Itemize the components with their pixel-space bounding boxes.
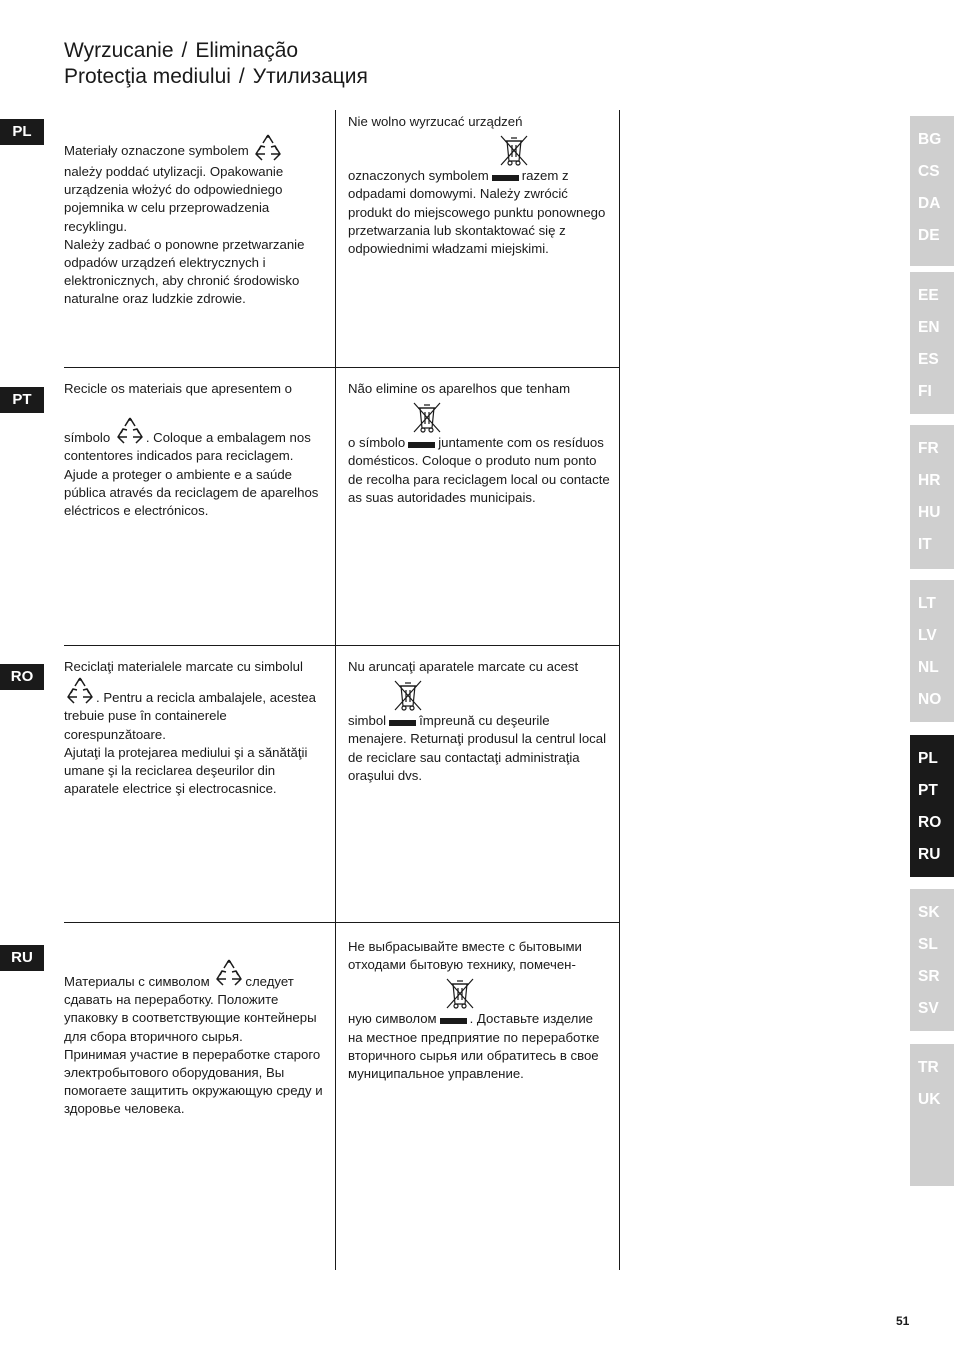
pt-packaging-body: . Coloque a embalagem nos contentores indicados para reciclagem. Ajude a proteger o ambiente e a saúde pública através da reciclagem de aparelhos eléctricos e electrónicos. [64,430,319,519]
pl-packaging-text [64,133,326,309]
sidebar-lang-lv[interactable]: LV [918,627,937,644]
recycle-icon [252,133,284,163]
ru-disposal-body: . Доставьте изделие на местное предприятие по переработке вторичного сырья или обратитесь в свое муниципальное управление. [348,1011,600,1082]
ru-disposal-intro: Не выбрасывайте вместе с бытовыми отходами бытовую технику, помечен- [348,939,582,973]
crossed-out-bin-icon [411,400,443,434]
column-divider-right [619,110,620,1270]
lang-tab-ro: RO [0,664,44,690]
title-separator: / [238,65,245,88]
weee-symbol-row [348,398,610,434]
pl-weee-note: Należy zadbać o ponowne przetwarzanie odpadów urządzeń elektrycznych i elektronicznych, aby chronić środowisko naturalne oraz ludzkie zdrowie. [64,236,305,307]
language-group-4 [910,580,954,722]
sidebar-lang-hu[interactable]: HU [918,504,941,521]
ru-disposal-text [348,938,610,1083]
sidebar-lang-ee[interactable]: EE [918,287,939,304]
pl-disposal-text [348,113,610,258]
pl-packaging-intro: Materiały oznaczone symbolem [64,143,249,158]
weee-bar-icon [408,442,435,448]
page-number: 51 [896,1314,910,1328]
sidebar-lang-hr[interactable]: HR [918,472,941,489]
lang-tab-pt: PT [0,387,44,413]
lang-tab-ru: RU [0,945,44,971]
sidebar-lang-ro[interactable]: RO [918,814,942,831]
sidebar-lang-tr[interactable]: TR [918,1059,939,1076]
ro-packaging-body: . Pentru a recicla ambalajele, acestea trebuie puse în containerele corespunzătoare. [64,690,316,742]
weee-bar-icon [440,1018,467,1024]
sidebar-lang-nl[interactable]: NL [918,659,939,676]
pl-disposal-body: razem z odpadami domowymi. Należy zwrócić produkt do miejscowego punktu ponownego przetwarzania lub skontaktować się z odpowiednimi władzami miejskimi. [348,168,606,257]
pt-disposal-intro: Não elimine os aparelhos que tenham [348,381,571,396]
sidebar-lang-fr[interactable]: FR [918,440,939,457]
title-utilizatsiya: Утилизация [252,65,368,88]
ro-disposal-intro: Nu aruncaţi aparatele marcate cu acest [348,659,579,674]
ru-packaging-intro: Материалы с символом [64,974,210,989]
weee-symbol-row [348,676,610,712]
sidebar-lang-lt[interactable]: LT [918,595,936,612]
language-group-7 [910,1044,954,1186]
row-divider-1 [64,367,620,368]
title-protectia-mediului: Protecţia mediului [64,65,231,88]
sidebar-lang-es[interactable]: ES [918,351,939,368]
recycle-icon [114,416,146,446]
weee-bar-icon [389,720,416,726]
language-group-1 [910,116,954,266]
pl-disposal-intro: Nie wolno wyrzucać urządzeń [348,114,523,129]
ru-symbol-prefix: ную символом [348,1011,437,1027]
language-group-active [910,735,954,877]
weee-symbol-row [348,974,610,1010]
language-group-3 [910,425,954,569]
sidebar-lang-fi[interactable]: FI [918,383,932,400]
row-divider-3 [64,922,620,923]
pl-symbol-prefix: oznaczonych symbolem [348,168,489,184]
pt-symbol-word: símbolo [64,430,111,446]
sidebar-lang-en[interactable]: EN [918,319,940,336]
ro-disposal-body: împreună cu deşeurile menajere. Returnaţi produsul la centrul local de reciclare sau contactaţi administraţia oraşului dvs. [348,713,607,783]
pt-symbol-prefix: o símbolo [348,435,406,451]
weee-bar-icon [492,175,519,181]
pt-packaging-intro: Recicle os materiais que apresentem o [64,381,292,396]
pt-packaging-text [64,380,326,520]
recycle-icon [213,958,245,988]
sidebar-lang-cs[interactable]: CS [918,163,940,180]
sidebar-lang-pl[interactable]: PL [918,750,938,767]
sidebar-lang-sk[interactable]: SK [918,904,940,921]
sidebar-lang-sl[interactable]: SL [918,936,938,953]
column-divider-middle [335,110,336,1270]
sidebar-lang-sr[interactable]: SR [918,968,940,985]
pl-packaging-body: należy poddać utylizacji. Opakowanie urządzenia włożyć do odpowiedniego pojemnika w celu przeprowadzenia recyklingu. [64,164,284,234]
sidebar-lang-ru[interactable]: RU [918,846,941,863]
ru-weee-note: Принимая участие в переработке старого электробытового оборудования, Вы помогаете защитить окружающую среду и здоровье человека. [64,1046,323,1117]
crossed-out-bin-icon [444,976,476,1010]
lang-tab-pl: PL [0,119,44,145]
ro-weee-note: Ajutaţi la protejarea mediului şi a sănătăţii umane şi la reciclarea deşeurilor din aparatele electrice şi electrocasnice. [64,744,308,797]
pt-disposal-text [348,380,610,507]
crossed-out-bin-icon [498,133,530,167]
page-title-line-1 [64,38,298,64]
sidebar-lang-da[interactable]: DA [918,195,941,212]
ro-packaging-intro: Reciclaţi materialele marcate cu simbolul [64,659,303,674]
language-group-2 [910,272,954,414]
ru-packaging-body: следует сдавать на переработку. Положите упаковку в соответствующие контейнеры для сбора вторичного сырья. [64,974,317,1044]
pt-disposal-body: juntamente com os resíduos domésticos. Coloque o produto num ponto de recolha para reciclagem local ou contacte as suas autoridades municipais. [348,435,610,505]
sidebar-lang-uk[interactable]: UK [918,1091,941,1108]
sidebar-lang-pt[interactable]: PT [918,782,938,799]
crossed-out-bin-icon [392,678,424,712]
sidebar-lang-bg[interactable]: BG [918,131,942,148]
title-eliminacao: Eliminação [195,39,299,62]
title-wyrzucanie: Wyrzucanie [64,39,174,62]
ro-disposal-text [348,658,610,785]
sidebar-lang-sv[interactable]: SV [918,1000,939,1017]
language-group-6 [910,889,954,1031]
sidebar-lang-de[interactable]: DE [918,227,940,244]
weee-symbol-row [348,131,610,167]
ro-symbol-prefix: simbol [348,713,387,729]
ro-packaging-text [64,658,326,798]
ru-packaging-text [64,958,326,1119]
row-divider-2 [64,645,620,646]
page-title-line-2 [64,64,368,90]
sidebar-lang-no[interactable]: NO [918,691,942,708]
title-separator: / [181,39,188,62]
sidebar-lang-it[interactable]: IT [918,536,932,553]
recycle-icon [64,676,96,706]
